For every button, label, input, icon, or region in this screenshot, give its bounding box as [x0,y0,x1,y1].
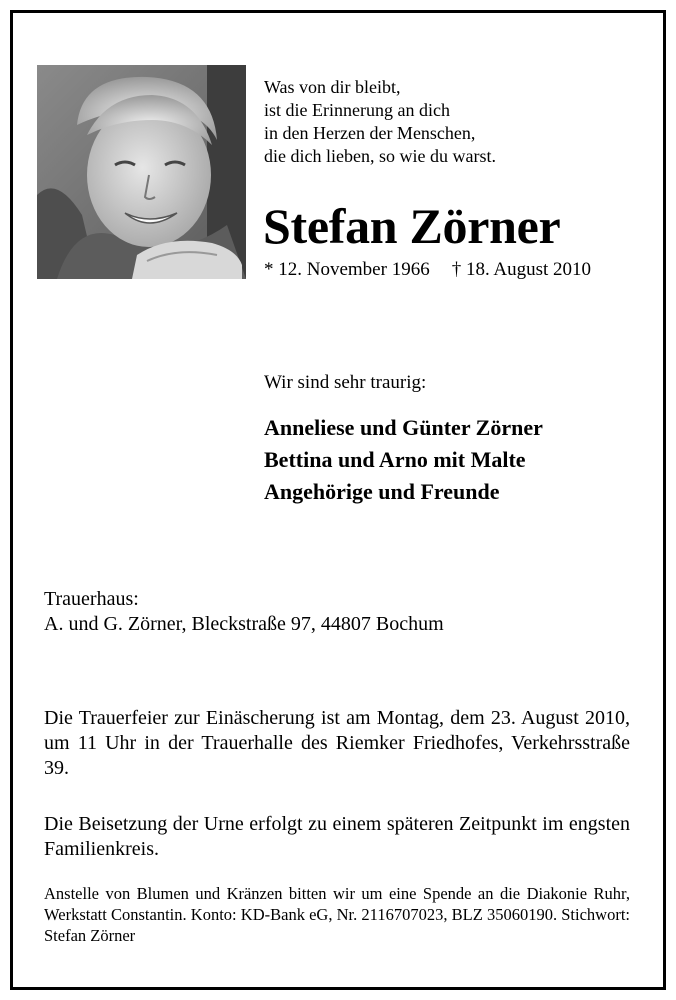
burial-text: Die Beisetzung der Urne erfolgt zu einem späteren Zeitpunkt im engsten Familienkreis. [44,813,630,860]
birth-date: * 12. November 1966 [264,259,430,280]
donation-text: Anstelle von Blumen und Kränzen bitten wir um eine Spende an die Diakonie Ruhr, Werkstatt Constantin. Konto: KD-Bank eG, Nr. 2116707023, BLZ 35060190. Stichwort: Stefan Zörner [44,884,630,945]
death-date: † 18. August 2010 [451,259,592,280]
mourning-house [44,587,444,637]
portrait-photo [37,65,246,279]
poem-line: ist die Erinnerung an dich [264,100,450,120]
poem-line: Was von dir bleibt, [264,77,401,97]
poem-line: in den Herzen der Menschen, [264,123,476,143]
poem [264,76,496,168]
ceremony-text: Die Trauerfeier zur Einäscherung ist am Montag, dem 23. August 2010, um 11 Uhr in der Trauerhalle des Riemker Friedhofes, Verkehrsstraße 39. [44,707,630,779]
mourners-intro: Wir sind sehr traurig: [264,372,427,393]
mourners-list [264,412,543,508]
house-label: Trauerhaus: [44,588,139,610]
life-dates [264,258,591,282]
mourner-name: Angehörige und Freunde [264,479,500,504]
poem-line: die dich lieben, so wie du warst. [264,146,496,166]
house-address: A. und G. Zörner, Bleckstraße 97, 44807 Bochum [44,613,444,635]
mourner-name: Bettina und Arno mit Malte [264,447,526,472]
deceased-name: Stefan Zörner [263,198,561,254]
mourner-name: Anneliese und Günter Zörner [264,415,543,440]
